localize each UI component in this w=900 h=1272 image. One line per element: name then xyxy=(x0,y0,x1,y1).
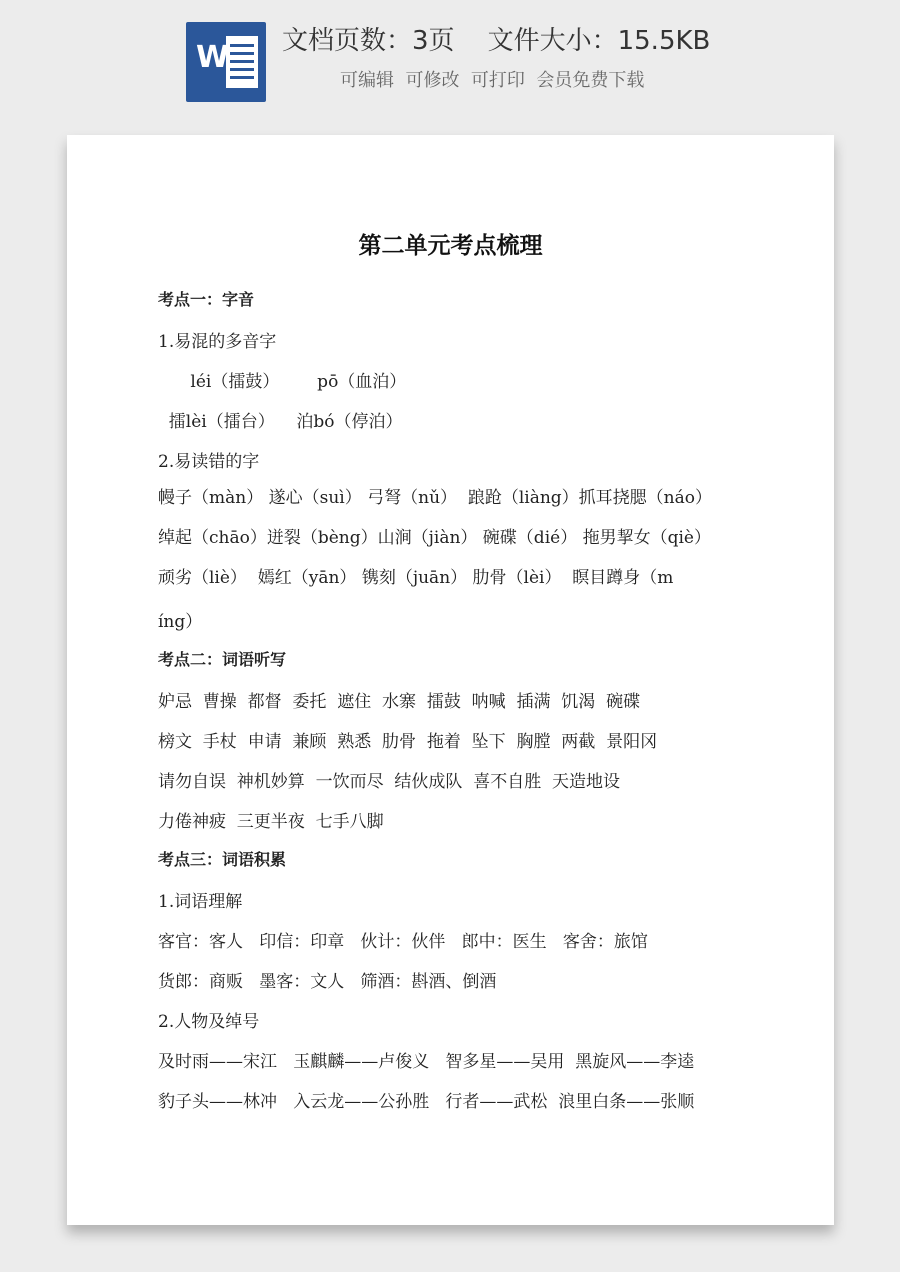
misread-row-3: 顽劣（liè） 嫣红（yān） 镌刻（juān） 肋骨（lèi） 瞑目蹲身（m xyxy=(158,568,674,588)
subheading-misread: 2.易读错的字 xyxy=(158,452,260,472)
nicknames-row-2: 豹子头——林冲 入云龙——公孙胜 行者——武松 浪里白条——张顺 xyxy=(158,1092,695,1112)
word-icon-letter: W xyxy=(196,40,230,75)
section-heading-pronunciation: 考点一：字音 xyxy=(158,290,255,309)
polyphonic-row-2: 擂lèi（擂台） 泊bó（停泊） xyxy=(158,412,403,432)
dictation-row-2: 榜文 手杖 申请 兼顾 熟悉 肋骨 拖着 坠下 胸膛 两截 景阳冈 xyxy=(158,732,658,752)
file-features-subtitle: 可编辑 可修改 可打印 会员免费下载 xyxy=(340,70,645,91)
misread-row-4: íng） xyxy=(158,612,203,632)
word-meaning-row-2: 货郎：商贩 墨客：文人 筛酒：斟酒、倒酒 xyxy=(158,972,497,992)
subheading-nicknames: 2.人物及绰号 xyxy=(158,1012,260,1032)
document-page xyxy=(67,135,834,1225)
dictation-row-4: 力倦神疲 三更半夜 七手八脚 xyxy=(158,812,384,832)
section-heading-dictation: 考点二：词语听写 xyxy=(158,650,287,669)
word-document-icon xyxy=(186,22,266,102)
subheading-word-meaning: 1.词语理解 xyxy=(158,892,243,912)
word-meaning-row-1: 客官：客人 印信：印章 伙计：伙伴 郎中：医生 客舍：旅馆 xyxy=(158,932,648,952)
dictation-row-1: 妒忌 曹操 都督 委托 遮住 水寨 擂鼓 呐喊 插满 饥渴 碗碟 xyxy=(158,692,641,712)
file-info-title: 文档页数：3页 文件大小：15.5KB xyxy=(282,26,711,56)
nicknames-row-1: 及时雨——宋江 玉麒麟——卢俊义 智多星——吴用 黑旋风——李逵 xyxy=(158,1052,695,1072)
polyphonic-row-1: léi（擂鼓） pō（血泊） xyxy=(158,372,407,392)
dictation-row-3: 请勿自误 神机妙算 一饮而尽 结伙成队 喜不自胜 天造地设 xyxy=(158,772,621,792)
download-banner xyxy=(0,0,900,120)
misread-row-2: 绰起（chāo）迸裂（bèng）山涧（jiàn） 碗碟（dié） 拖男挈女（qiè） xyxy=(158,528,711,548)
subheading-polyphonic: 1.易混的多音字 xyxy=(158,332,277,352)
section-heading-vocabulary: 考点三：词语积累 xyxy=(158,850,287,869)
document-title: 第二单元考点梳理 xyxy=(358,232,543,259)
misread-row-1: 幔子（màn） 遂心（suì） 弓弩（nǔ） 踉跄（liàng）抓耳挠腮（náo） xyxy=(158,488,712,508)
